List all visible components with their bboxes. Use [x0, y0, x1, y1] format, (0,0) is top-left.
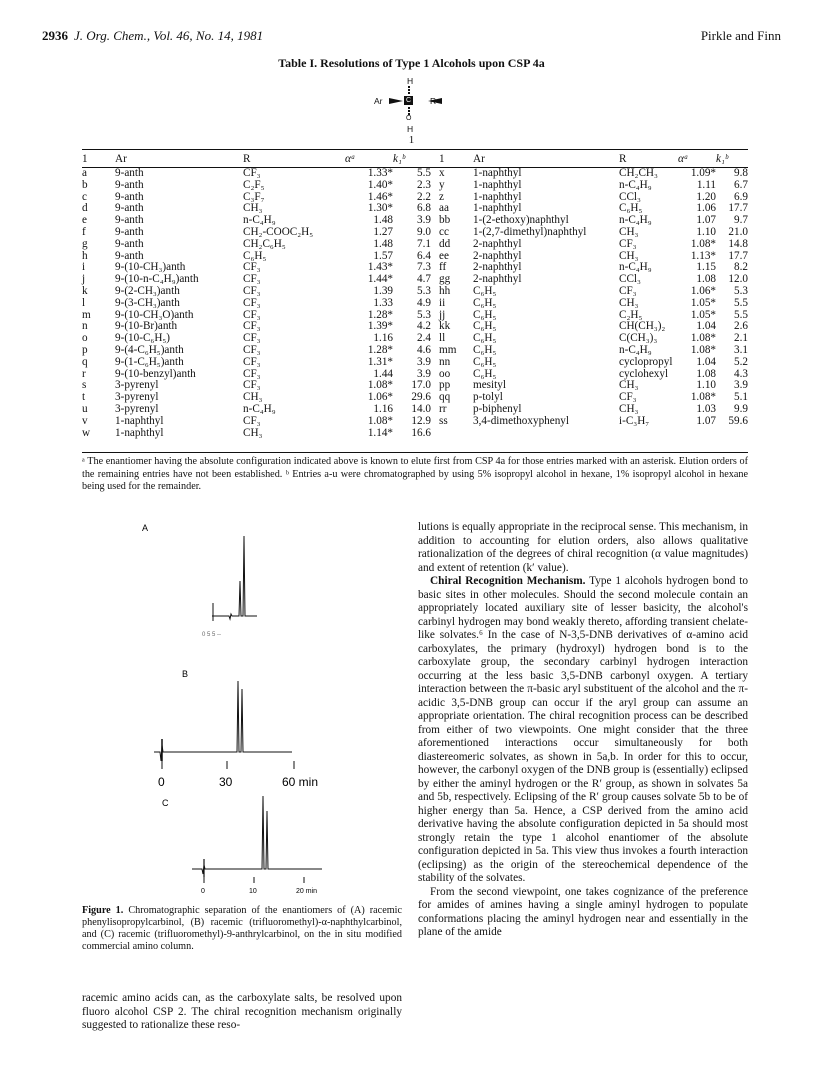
r-group: CF₃ — [243, 261, 261, 274]
alpha-value: 1.08* — [367, 414, 393, 427]
table-footnote: ᵃ The enantiomer having the absolute configuration indicated above is known to elute first from CSP 4a for those entries marked with an asterisk. Elution orders of the remaining entries have not been established. ᵇ Entries a-u were chromatographed by using 5% isopropyl alcohol in hexane, 1% isopropyl alcohol in hexane being used for the remainder. — [82, 456, 748, 492]
entry-id: s — [82, 379, 87, 392]
entry-id: jj — [439, 308, 446, 321]
aryl-group: 2-naphthyl — [473, 273, 522, 286]
trace-b — [154, 681, 292, 761]
aryl-group: 3-pyrenyl — [115, 379, 159, 392]
r-group: CH(CH₃)₂ — [619, 320, 666, 333]
alpha-value: 1.08* — [690, 237, 716, 250]
k1-value: 6.8 — [417, 202, 431, 215]
struct-ar: Ar — [374, 96, 383, 106]
alpha-value: 1.27 — [373, 225, 393, 238]
k1-value: 4.7 — [417, 273, 431, 286]
col-header: 1 — [439, 153, 445, 165]
r-group: CH₃ — [243, 391, 263, 404]
table-row — [82, 404, 748, 416]
entry-id: z — [439, 190, 444, 203]
alpha-value: 1.46* — [367, 190, 393, 203]
aryl-group: C₆H₅ — [473, 320, 497, 333]
aryl-group: p-tolyl — [473, 391, 503, 404]
col-header: αᵃ — [678, 153, 689, 165]
r-group: CH₂CH₃ — [619, 167, 658, 179]
k1-value: 5.5 — [734, 308, 748, 321]
struct-h-bottom: H — [407, 124, 414, 134]
r-group: CH₃ — [619, 402, 639, 415]
alpha-value: 1.08* — [367, 379, 393, 392]
entry-id: hh — [439, 284, 451, 297]
aryl-group: 9-(10-n-C₄H₉)anth — [115, 273, 199, 286]
entry-id: cc — [439, 225, 449, 238]
r-group: CH₃ — [619, 379, 639, 392]
entry-id: p — [82, 343, 88, 356]
entry-id: rr — [439, 402, 447, 415]
aryl-group: C₆H₅ — [473, 308, 497, 321]
k1-value: 2.6 — [734, 320, 748, 333]
table-row — [82, 286, 748, 298]
r-group: CF₃ — [243, 167, 261, 179]
k1-value: 14.0 — [411, 402, 431, 415]
r-group: CF₃ — [243, 308, 261, 321]
aryl-group: 2-naphthyl — [473, 237, 522, 250]
entry-id: k — [82, 284, 88, 297]
struct-bond-down — [408, 107, 412, 115]
k1-value: 5.1 — [734, 391, 748, 404]
alpha-value: 1.39 — [373, 284, 393, 297]
entry-id: qq — [439, 391, 451, 404]
aryl-group: 3,4-dimethoxyphenyl — [473, 414, 570, 427]
table-header-row — [82, 150, 748, 168]
alpha-value: 1.04 — [696, 320, 716, 333]
r-group: CH₃ — [619, 296, 639, 309]
k1-value: 5.5 — [417, 167, 431, 179]
col-header: αᵃ — [345, 153, 356, 165]
k1-value: 9.8 — [734, 167, 748, 179]
k1-value: 14.8 — [728, 237, 748, 250]
alpha-value: 1.07 — [696, 214, 716, 227]
entry-id: ss — [439, 414, 448, 427]
r-group: cyclopropyl — [619, 355, 673, 368]
entry-id: mm — [439, 343, 457, 356]
table-row — [82, 215, 748, 227]
entry-id: dd — [439, 237, 451, 250]
entry-id: t — [82, 391, 86, 404]
k1-value: 17.0 — [411, 379, 431, 392]
table-row — [82, 357, 748, 369]
alpha-value: 1.09* — [690, 167, 716, 179]
aryl-group: 3-pyrenyl — [115, 402, 159, 415]
table-row — [82, 274, 748, 286]
k1-value: 4.2 — [417, 320, 431, 333]
col-header: Ar — [473, 153, 485, 165]
alpha-value: 1.04 — [696, 355, 716, 368]
col-header: Ar — [115, 153, 127, 165]
aryl-group: 1-(2,7-dimethyl)naphthyl — [473, 225, 587, 238]
entry-id: j — [82, 273, 86, 286]
entry-id: x — [439, 167, 445, 179]
k1-value: 3.9 — [417, 214, 431, 227]
entry-id: q — [82, 355, 88, 368]
r-group: CCl₃ — [619, 190, 641, 203]
entry-id: ff — [439, 261, 447, 274]
table-row — [82, 416, 748, 428]
aryl-group: 9-anth — [115, 237, 144, 250]
alpha-value: 1.33 — [373, 296, 393, 309]
aryl-group: 9-(10-Br)anth — [115, 320, 178, 333]
r-group: CF₃ — [243, 379, 261, 392]
aryl-group: C₆H₅ — [473, 343, 497, 356]
col-header: k₁ᵇ — [716, 153, 728, 165]
figure-caption-label: Figure 1. — [82, 905, 124, 916]
alpha-value: 1.05* — [690, 296, 716, 309]
right-column — [418, 521, 748, 940]
aryl-group: 9-anth — [115, 190, 144, 203]
r-group: C₃F₇ — [243, 190, 265, 203]
k1-value: 9.0 — [417, 225, 431, 238]
alpha-value: 1.14* — [367, 426, 393, 439]
k1-value: 59.6 — [728, 414, 748, 427]
alpha-value: 1.10 — [696, 225, 716, 238]
alpha-value: 1.33* — [367, 167, 393, 179]
alpha-value: 1.28* — [367, 308, 393, 321]
r-group: CF₃ — [243, 296, 261, 309]
aryl-group: mesityl — [473, 379, 506, 392]
table-row — [82, 239, 748, 251]
alpha-value: 1.16 — [373, 402, 393, 415]
r-group: C₆H₅ — [243, 249, 267, 262]
k1-value: 17.7 — [728, 202, 748, 215]
k1-value: 9.7 — [734, 214, 748, 227]
aryl-group: 1-naphthyl — [473, 202, 522, 215]
running-head — [42, 28, 263, 44]
table-row — [82, 345, 748, 357]
aryl-group: 9-(2-CH₃)anth — [115, 284, 180, 297]
r-group: CH₃ — [243, 202, 263, 215]
r-group — [613, 428, 678, 440]
alpha-value: 1.05* — [690, 308, 716, 321]
aryl-group: 9-(10-CH₃O)anth — [115, 308, 194, 321]
aryl-group: 3-pyrenyl — [115, 391, 159, 404]
entry-id: f — [82, 225, 86, 238]
k1-value: 16.6 — [411, 426, 431, 439]
entry-id: kk — [439, 320, 451, 333]
alpha-value: 1.57 — [373, 249, 393, 262]
k1-value: 9.9 — [734, 402, 748, 415]
k1-value: 2.1 — [734, 332, 748, 345]
entry-id: u — [82, 402, 88, 415]
entry-id: r — [82, 367, 86, 380]
aryl-group: 1-naphthyl — [115, 426, 164, 439]
r-group: CCl₃ — [619, 273, 641, 286]
struct-bond-up — [408, 86, 412, 94]
r-group: n-C₄H₉ — [619, 343, 652, 356]
k1-value — [716, 428, 748, 440]
aryl-group: C₆H₅ — [473, 367, 497, 380]
r-group: CF₃ — [619, 391, 637, 404]
panel-label-a: A — [142, 523, 149, 533]
entry-id: i — [82, 261, 86, 274]
alpha-value: 1.08* — [690, 332, 716, 345]
struct-carbon: C — [405, 97, 412, 104]
r-group: CF₃ — [619, 237, 637, 250]
struct-r: R — [430, 96, 437, 106]
alpha-value: 1.43* — [367, 261, 393, 274]
compound-number: 1 — [408, 134, 415, 146]
k1-value: 21.0 — [728, 225, 748, 238]
k1-value: 6.9 — [734, 190, 748, 203]
r-group: CH₃ — [243, 426, 263, 439]
axis-b-label-0: 0 — [158, 775, 165, 789]
entry-id: w — [82, 426, 91, 439]
col-header: 1 — [82, 153, 88, 165]
aryl-group: 1-naphthyl — [473, 190, 522, 203]
r-group: CF₃ — [619, 284, 637, 297]
aryl-group: C₆H₅ — [473, 332, 497, 345]
alpha-value: 1.16 — [373, 332, 393, 345]
aryl-group: 2-naphthyl — [473, 249, 522, 262]
alpha-value: 1.03 — [696, 402, 716, 415]
alpha-value: 1.39* — [367, 320, 393, 333]
r-group: n-C₄H₉ — [243, 214, 276, 227]
r-group: CH₂C₆H₅ — [243, 237, 286, 250]
aryl-group: 1-naphthyl — [473, 167, 522, 179]
r-group: CF₃ — [243, 343, 261, 356]
entry-id: oo — [439, 367, 451, 380]
aryl-group: 9-anth — [115, 249, 144, 262]
entry-id: ll — [439, 332, 446, 345]
k1-value: 5.2 — [734, 355, 748, 368]
figure-caption-text: Chromatographic separation of the enantiomers of (A) racemic phenylisopropylcarbinol, (B) racemic (trifluoromethyl)-α-naphthylcarbinol, and (C) racemic (trifluoromethyl)-9-anthrylcarbinol, on the in situ modified commercial amino column. — [82, 905, 402, 952]
alpha-value: 1.30* — [367, 202, 393, 215]
aryl-group: 9-anth — [115, 225, 144, 238]
alpha-value: 1.28* — [367, 343, 393, 356]
r-group: CF₃ — [243, 284, 261, 297]
entry-id: n — [82, 320, 88, 333]
alpha-value: 1.06* — [367, 391, 393, 404]
axis-c-label-0: 0 — [201, 888, 205, 895]
aryl-group: 9-(10-C₆H₅) — [115, 332, 171, 345]
k1-value: 5.3 — [417, 308, 431, 321]
alpha-value: 1.11 — [696, 178, 716, 191]
k1-value: 2.2 — [417, 190, 431, 203]
entry-id: d — [82, 202, 88, 215]
aryl-group: p-biphenyl — [473, 402, 522, 415]
axis-c-label-10: 10 — [249, 888, 257, 895]
alpha-value: 1.06* — [690, 284, 716, 297]
k1-value: 3.9 — [734, 379, 748, 392]
alpha-value: 1.44 — [373, 367, 393, 380]
paragraph-1: lutions is equally appropriate in the reciprocal sense. This mechanism, in addition to accounting for elution orders, also allows qualitative rationalization of the degrees of chiral recognition (α value magnitudes) and extent of retention (k′ value). — [418, 521, 748, 574]
k1-value: 2.3 — [417, 178, 431, 191]
aryl-group: 9-(10-benzyl)anth — [115, 367, 196, 380]
left-column-text: racemic amino acids can, as the carboxylate salts, be resolved upon fluoro alcohol CSP 2. The chiral recognition mechanism originally suggested to rationalize these reso- — [82, 992, 402, 1031]
alpha-value: 1.31* — [367, 355, 393, 368]
axis-c-label-20: 20 min — [296, 888, 318, 895]
alpha-value: 1.40* — [367, 178, 393, 191]
r-group: C₂H₅ — [619, 308, 643, 321]
aryl-group: 1-naphthyl — [473, 178, 522, 191]
table-row — [82, 227, 748, 239]
table-row — [82, 192, 748, 204]
k1-value: 4.3 — [734, 367, 748, 380]
k1-value: 7.3 — [417, 261, 431, 274]
trace-a-ticks: 0 5 5 -- — [202, 632, 222, 638]
r-group: cyclohexyl — [619, 367, 669, 380]
k1-value: 3.9 — [417, 355, 431, 368]
paragraph-2 — [418, 575, 748, 886]
k1-value: 5.5 — [734, 296, 748, 309]
entry-id: m — [82, 308, 91, 321]
alpha-value — [678, 428, 716, 440]
alpha-value: 1.10 — [696, 379, 716, 392]
r-group: C₂F₅ — [243, 178, 265, 191]
r-group: n-C₄H₉ — [619, 178, 652, 191]
entry-id: g — [82, 237, 88, 250]
r-group: CF₃ — [243, 332, 261, 345]
entry-id: ii — [439, 296, 446, 309]
alpha-value: 1.08* — [690, 343, 716, 356]
entry-id: aa — [439, 202, 449, 215]
r-group: i-C₃H₇ — [619, 414, 650, 427]
k1-value: 12.0 — [728, 273, 748, 286]
k1-value: 29.6 — [411, 391, 431, 404]
entry-id: b — [82, 178, 88, 191]
r-group: CF₃ — [243, 320, 261, 333]
aryl-group: 9-(3-CH₃)anth — [115, 296, 180, 309]
aryl-group: 9-(1-C₆H₅)anth — [115, 355, 184, 368]
page-number: 2936 — [42, 28, 68, 43]
table-caption: Table I. Resolutions of Type 1 Alcohols upon CSP 4a — [278, 56, 545, 70]
alpha-value: 1.13* — [690, 249, 716, 262]
r-group: n-C₄H₉ — [619, 214, 652, 227]
r-group: n-C₄H₉ — [243, 402, 276, 415]
section-heading: Chiral Recognition Mechanism. — [430, 575, 586, 587]
aryl-group: 9-(4-C₆H₅)anth — [115, 343, 184, 356]
k1-value: 2.4 — [417, 332, 431, 345]
entry-id: c — [82, 190, 87, 203]
paragraph-3: From the second viewpoint, one takes cognizance of the preference for amides of amines having a single aminyl hydrogen to populate conformations placing the aminyl hydrogen near and essentially in the plane of the amide — [418, 885, 748, 938]
k1-value: 12.9 — [411, 414, 431, 427]
resolutions-table — [82, 150, 748, 439]
k1-value: 3.9 — [417, 367, 431, 380]
r-group: CH₃ — [619, 225, 639, 238]
aryl-group: C₆H₅ — [473, 296, 497, 309]
aryl-group: 9-anth — [115, 167, 144, 179]
struct-o: O — [406, 115, 412, 122]
alpha-value: 1.15 — [696, 261, 716, 274]
entry-id: gg — [439, 273, 451, 286]
r-group: n-C₄H₉ — [619, 261, 652, 274]
trace-c — [192, 796, 322, 874]
axis-b-label-60: 60 min — [282, 775, 319, 789]
axis-b-label-30: 30 — [219, 775, 233, 789]
r-group: C₆H₅ — [619, 202, 643, 215]
col-header: R — [619, 153, 627, 165]
table-bottom-rule — [82, 452, 748, 453]
aryl-group: C₆H₅ — [473, 355, 497, 368]
col-header: R — [243, 153, 251, 165]
panel-label-b: B — [182, 669, 189, 679]
table-row — [82, 298, 748, 310]
journal-citation: J. Org. Chem., Vol. 46, No. 14, 1981 — [74, 28, 264, 43]
aryl-group: 1-(2-ethoxy)naphthyl — [473, 214, 569, 227]
struct-h-top: H — [407, 76, 414, 86]
k1-value: 6.7 — [734, 178, 748, 191]
panel-label-c: C — [162, 798, 169, 808]
authors: Pirkle and Finn — [700, 28, 781, 43]
r-group: CH₃ — [619, 249, 639, 262]
entry-id: l — [82, 296, 86, 309]
k1-value: 17.7 — [728, 249, 748, 262]
k1-value: 3.1 — [734, 343, 748, 356]
aryl-group: C₆H₅ — [473, 284, 497, 297]
r-group: C(CH₃)₃ — [619, 332, 658, 345]
k1-value: 7.1 — [417, 237, 431, 250]
alpha-value: 1.08 — [696, 367, 716, 380]
col-header: k₁ᵇ — [393, 153, 405, 165]
paragraph-2-text: Type 1 alcohols hydrogen bond to basic sites in other molecules. Should the second molecule contain an appropriately located auxiliary site of lesser basicity, the alcohol's carbinyl hydrogen may bond weakly thereto, affording transient chelate-like solvates.⁶ In the case of N-3,5-DNB derivatives of α-amino acid carboxylates, the primary (hydroxyl) hydrogen bond is to the carboxylate group, the secondary carbinyl hydrogen interaction occurring at the less basic 3,5-DNB carbonyl oxygen. A tertiary interaction between the π-basic aryl substituent of the alcohol and the π-acidic 3,5-DNB group can occur if the aryl group can assume an appropriate orientation. The chiral recognition process can be described from either of two viewpoints. One might consider that the three aforementioned interactions occur simultaneously for both diastereomeric solvates, as shown in 5a,b. In order for this to occur, however, the carbonyl oxygen of the DNB group is (essentially) eclipsed by either the aminyl hydrogen or the R′ group, as shown in solvates 5a and 5b, respectively. Eclipsing of the R′ group causes solvate 5b to be of higher energy than 5a. Hence, a CSP derived from the amino acid derivative having the absolute configuration depicted in 5a should most strongly retain the type 1 alcohol enantiomer of the absolute configuration depicted in 5a. This view thus invokes a fourth interaction (eclipsing) as the origin of the stereochemical dependence of the stability of the solvates. — [418, 575, 748, 884]
aryl-group: 9-anth — [115, 178, 144, 191]
figure-caption — [82, 905, 402, 953]
k1-value: 4.6 — [417, 343, 431, 356]
r-group: CH₂-COOC₂H₅ — [243, 225, 314, 238]
trace-a — [212, 536, 257, 619]
k1-value: 4.9 — [417, 296, 431, 309]
entry-id: bb — [439, 214, 451, 227]
alpha-value: 1.07 — [696, 414, 716, 427]
k1-value: 5.3 — [417, 284, 431, 297]
table-row — [82, 180, 748, 192]
entry-id — [431, 428, 463, 440]
k1-value: 8.2 — [734, 261, 748, 274]
entry-id: a — [82, 167, 87, 179]
aryl-group: 2-naphthyl — [473, 261, 522, 274]
aryl-group: 9-anth — [115, 214, 144, 227]
k1-value: 5.3 — [734, 284, 748, 297]
aryl-group: 9-anth — [115, 202, 144, 215]
alpha-value: 1.44* — [367, 273, 393, 286]
alpha-value: 1.48 — [373, 214, 393, 227]
entry-id: o — [82, 332, 88, 345]
struct-wedge-right — [414, 98, 442, 104]
entry-id: h — [82, 249, 88, 262]
entry-id: y — [439, 178, 445, 191]
alpha-value: 1.48 — [373, 237, 393, 250]
alpha-value: 1.08 — [696, 273, 716, 286]
entry-id: nn — [439, 355, 451, 368]
entry-id: v — [82, 414, 88, 427]
r-group: CF₃ — [243, 367, 261, 380]
entry-id: ee — [439, 249, 449, 262]
alpha-value: 1.06 — [696, 202, 716, 215]
k1-value: 6.4 — [417, 249, 431, 262]
alpha-value: 1.20 — [696, 190, 716, 203]
alpha-value: 1.08* — [690, 391, 716, 404]
chromatogram-figure — [82, 521, 402, 899]
entry-id: e — [82, 214, 87, 227]
r-group: CF₃ — [243, 414, 261, 427]
aryl-group: 9-(10-CH₃)anth — [115, 261, 186, 274]
entry-id: pp — [439, 379, 451, 392]
aryl-group: 1-naphthyl — [115, 414, 164, 427]
page-header — [42, 28, 781, 48]
aryl-group — [463, 428, 613, 440]
r-group: CF₃ — [243, 355, 261, 368]
table-row — [82, 428, 748, 440]
r-group: CF₃ — [243, 273, 261, 286]
